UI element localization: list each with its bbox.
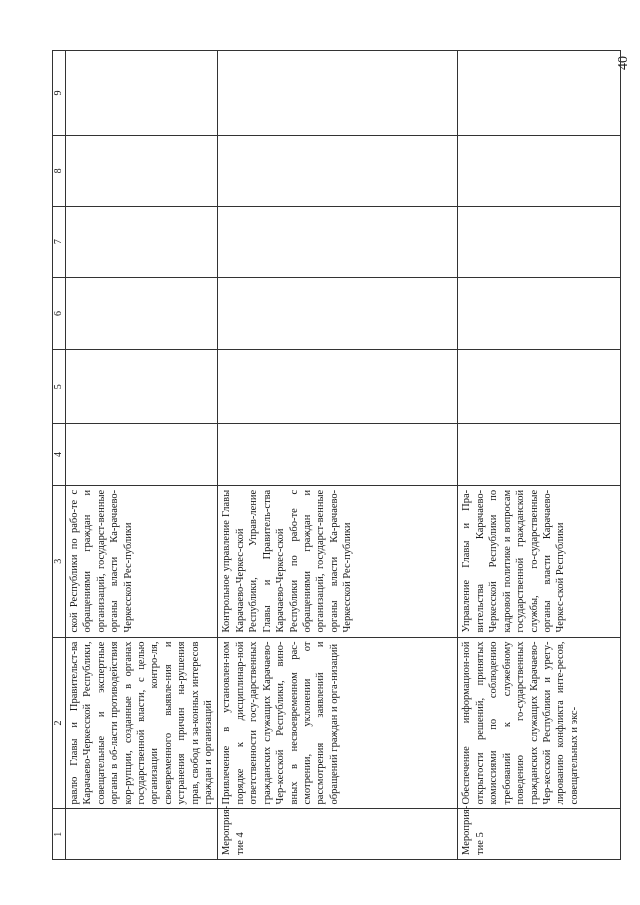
empty-cell xyxy=(66,350,218,424)
table-row xyxy=(66,51,218,860)
empty-cell xyxy=(218,424,458,486)
column-header-8: 8 xyxy=(53,136,66,207)
column-header-4: 4 xyxy=(53,424,66,486)
empty-cell xyxy=(218,206,458,277)
empty-cell xyxy=(458,277,621,350)
measure-label: Мероприя-тие 4 xyxy=(218,809,458,860)
column-header-6: 6 xyxy=(53,277,66,350)
empty-cell xyxy=(218,350,458,424)
table-row xyxy=(218,51,458,860)
measure-responsible: Контрольное управление Главы Карачаево-Черкес-ской Республики, Управ-ление Главы и Правитель-ства Карачаево-Черкес-ской Республики по рабо-те с обращениями граждан и организаций, государст-венные органы власти Ка-рачаево-Черкесской Рес-публики xyxy=(218,485,458,637)
measure-label xyxy=(66,809,218,860)
page-number: 40 xyxy=(616,56,631,70)
empty-cell xyxy=(66,136,218,207)
empty-cell xyxy=(66,277,218,350)
empty-cell xyxy=(458,51,621,136)
measure-label: Мероприя-тие 5 xyxy=(458,809,621,860)
column-header-3: 3 xyxy=(53,485,66,637)
column-header-5: 5 xyxy=(53,350,66,424)
measure-responsible: ской Республики по рабо-те с обращениями граждан и организаций, государст-венные органы власти Ка-рачаево-Черкесской Рес-публики xyxy=(66,485,218,637)
empty-cell xyxy=(218,136,458,207)
empty-cell xyxy=(218,51,458,136)
rotated-page-content xyxy=(52,50,640,860)
empty-cell xyxy=(458,424,621,486)
header-row xyxy=(53,51,66,860)
empty-cell xyxy=(218,277,458,350)
empty-cell xyxy=(458,350,621,424)
measure-description: Привлечение в установлен-ном порядке к дисциплинар-ной ответственности госу-дарственных гражданских служащих Карачаево-Чер-кесской Республики, вино-вных в несвоевременном рас-смотрении, уклонении от рассмотрения заявлений и обращений граждан и орга-низаций xyxy=(218,637,458,809)
column-header-7: 7 xyxy=(53,206,66,277)
empty-cell xyxy=(458,136,621,207)
empty-cell xyxy=(66,424,218,486)
measure-responsible: Управление Главы и Пра-вительства Карачаево-Черкесской Республики по кадровой политике и вопросам государственной гражданской службы, го-сударственные органы власти Карачаево-Черкес-ской Республики xyxy=(458,485,621,637)
column-header-1: 1 xyxy=(53,809,66,860)
column-header-2: 2 xyxy=(53,637,66,809)
column-header-9: 9 xyxy=(53,51,66,136)
table-row xyxy=(458,51,621,860)
empty-cell xyxy=(66,51,218,136)
empty-cell xyxy=(66,206,218,277)
measures-table xyxy=(52,50,621,860)
measure-description: Обеспечение информацион-ной открытости решений, принятых комиссиями по соблюдению требований к служебному поведению го-сударственных гражданских служащих Карачаево-Чер-кесской Республики и урегу-лированию конфликта инте-ресов, совещательных и экс- xyxy=(458,637,621,809)
empty-cell xyxy=(458,206,621,277)
measure-description: равлю Главы и Правительст-ва Карачаево-Черкесской Республики, совещательные и экспертные органы в об-ласти противодействия кор-рупции, созданные в органах государственной власти, с целью организации контро-ля, своевременного выявле-ния и устранения причин на-рушения прав, свобод и за-конных интересов граждан и организаций xyxy=(66,637,218,809)
